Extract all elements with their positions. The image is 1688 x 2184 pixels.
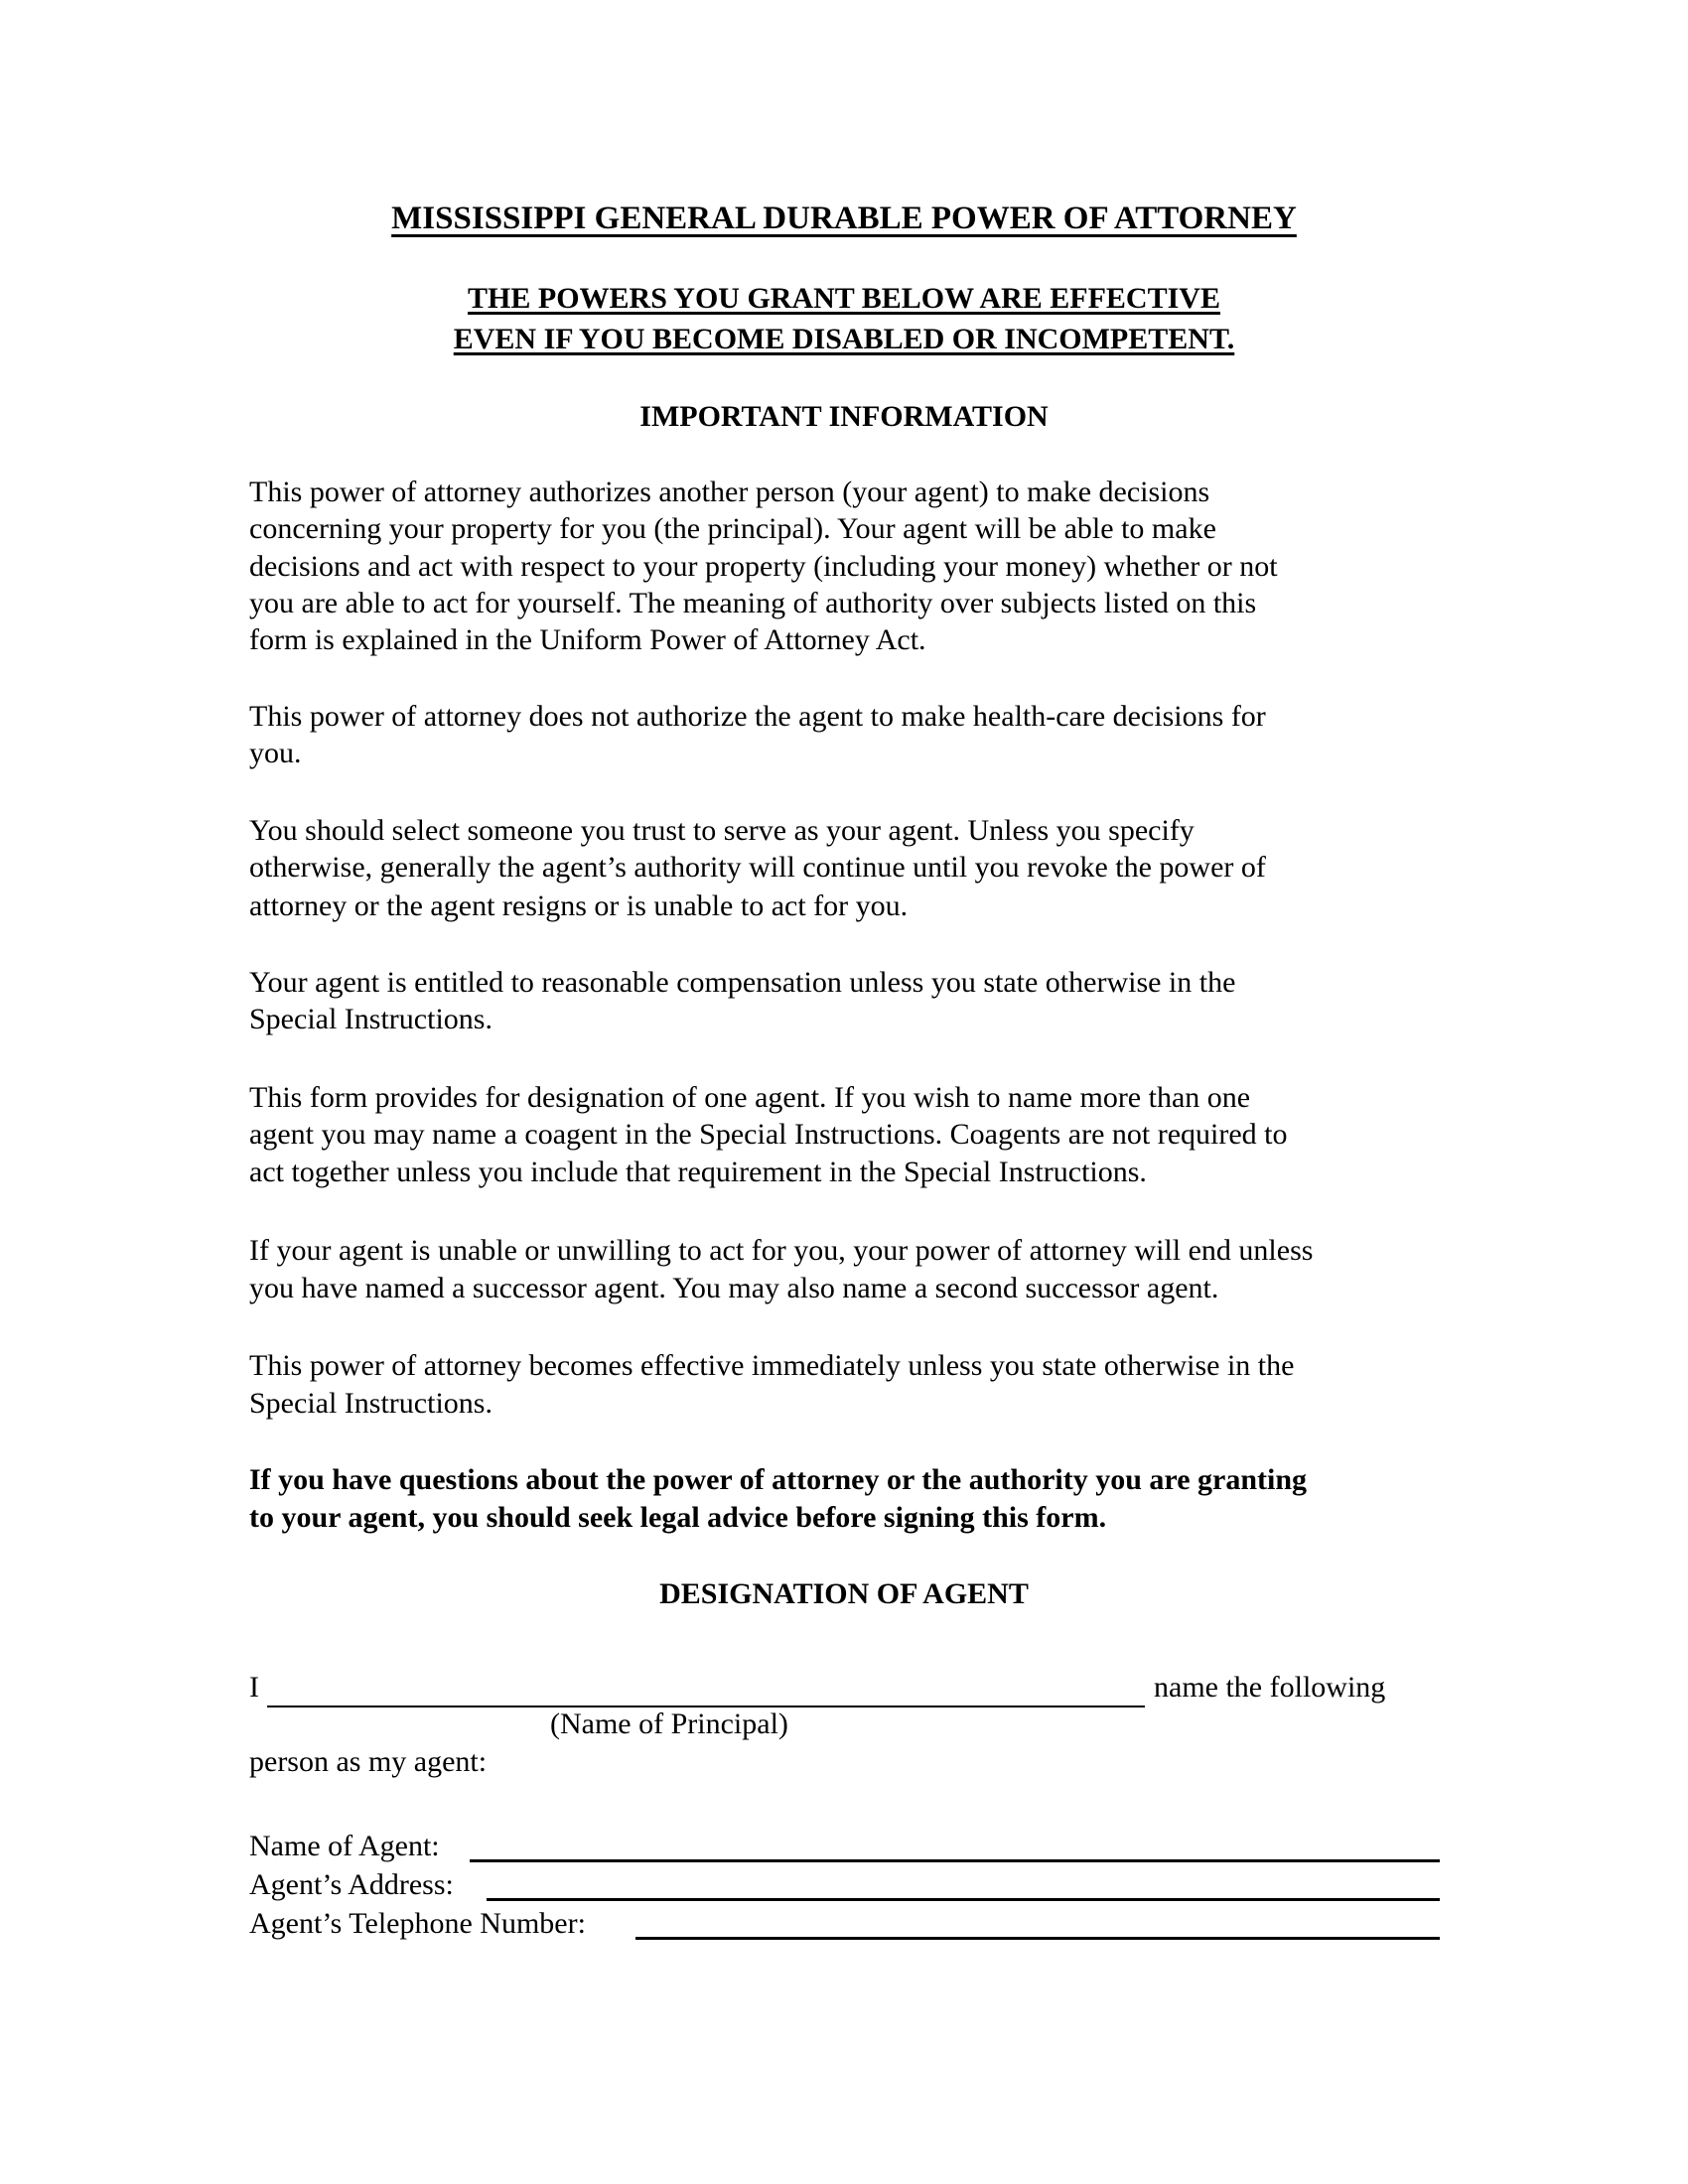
principal-continuation: person as my agent: [249,1745,488,1778]
agent-address-label: Agent’s Address: [249,1868,454,1901]
paragraph-line: This power of attorney authorizes another person (your agent) to make decisions [249,476,1210,508]
agent-name-label: Name of Agent: [249,1830,440,1862]
paragraph-line: you have named a successor agent. You may also name a second successor agent. [249,1272,1219,1304]
paragraph-line: Special Instructions. [249,1387,492,1420]
paragraph-line: act together unless you include that requirement in the Special Instructions. [249,1156,1147,1188]
subtitle-line-1: THE POWERS YOU GRANT BELOW ARE EFFECTIVE [468,282,1220,315]
principal-suffix: name the following [1154,1671,1386,1704]
paragraph-line: This form provides for designation of one agent. If you wish to name more than one [249,1081,1251,1114]
paragraph-line: attorney or the agent resigns or is unable to act for you. [249,889,909,922]
agent-telephone-underline [635,1937,1440,1940]
paragraph-line: If you have questions about the power of attorney or the authority you are granting [249,1463,1308,1496]
principal-caption: (Name of Principal) [550,1707,788,1740]
paragraph-line: You should select someone you trust to serve as your agent. Unless you specify [249,814,1195,847]
paragraph-line: agent you may name a coagent in the Special Instructions. Coagents are not required to [249,1118,1288,1151]
principal-name-field[interactable] [267,1668,1145,1706]
agent-address-underline [487,1898,1440,1901]
paragraph-line: you are able to act for yourself. The meaning of authority over subjects listed on this [249,587,1257,619]
paragraph-line: decisions and act with respect to your property (including your money) whether or not [249,550,1278,583]
paragraph-line: form is explained in the Uniform Power of Attorney Act. [249,623,926,656]
agent-name-underline [470,1859,1440,1862]
paragraph-line: Your agent is entitled to reasonable compensation unless you state otherwise in the [249,966,1236,999]
agent-telephone-label: Agent’s Telephone Number: [249,1907,586,1940]
agent-telephone-field[interactable] [635,1906,1440,1938]
paragraph-line: concerning your property for you (the principal). Your agent will be able to make [249,512,1216,545]
principal-prefix: I [249,1671,259,1704]
paragraph-line: This power of attorney becomes effective immediately unless you state otherwise in the [249,1349,1295,1382]
paragraph-line: Special Instructions. [249,1003,492,1035]
document-title: MISSISSIPPI GENERAL DURABLE POWER OF ATTORNEY [391,201,1297,236]
paragraph-line: This power of attorney does not authorize the agent to make health-care decisions for [249,700,1266,733]
agent-name-field[interactable] [470,1829,1440,1860]
paragraph-line: If your agent is unable or unwilling to act for you, your power of attorney will end unless [249,1234,1314,1267]
paragraph-line: you. [249,737,302,769]
subtitle-line-2: EVEN IF YOU BECOME DISABLED OR INCOMPETENT. [453,323,1235,355]
important-information-heading: IMPORTANT INFORMATION [639,400,1049,433]
paragraph-line: otherwise, generally the agent’s authority will continue until you revoke the power of [249,851,1266,884]
designation-of-agent-heading: DESIGNATION OF AGENT [659,1577,1029,1610]
agent-address-field[interactable] [487,1867,1440,1899]
paragraph-line: to your agent, you should seek legal advice before signing this form. [249,1501,1107,1534]
